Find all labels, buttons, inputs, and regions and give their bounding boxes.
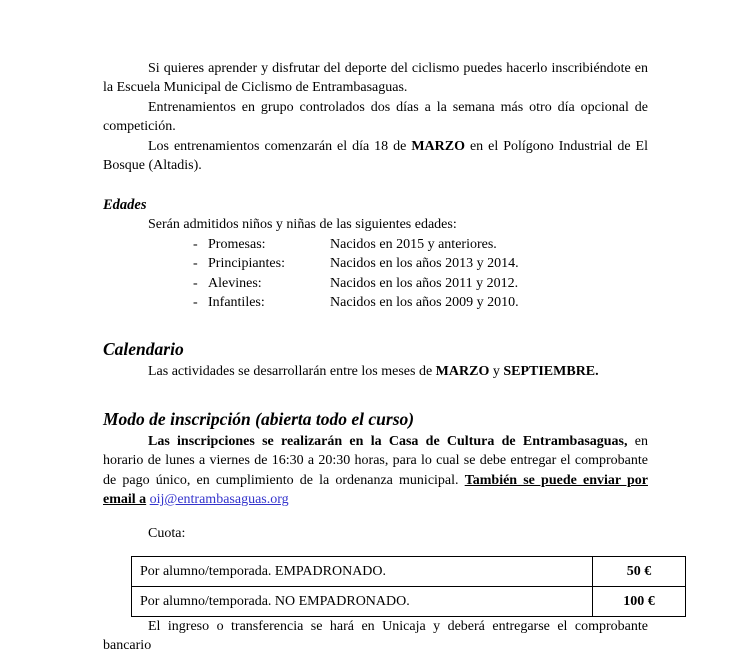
intro-paragraph-2: Entrenamientos en grupo controlados dos días a la semana más otro día opcional de competición. [103, 99, 648, 135]
calendario-month-end: SEPTIEMBRE. [503, 364, 599, 380]
fee-concept-cell: Por alumno/temporada. EMPADRONADO. [132, 556, 593, 586]
intro-paragraph-3 [103, 137, 648, 176]
inscripcion-heading: Modo de inscripción (abierta todo el curso) [103, 408, 415, 429]
age-category-label: Promesas: [208, 236, 266, 252]
list-item [193, 235, 648, 254]
age-category-label: Principiantes: [208, 256, 285, 272]
calendario-month-start: MARZO [435, 364, 490, 380]
list-dash: - [193, 275, 198, 291]
list-item [193, 293, 648, 312]
calendario-text: Las actividades se desarrollarán entre los meses de [148, 364, 436, 380]
age-category-desc: Nacidos en los años 2009 y 2010. [330, 295, 519, 311]
intro-p3-month: MARZO [411, 138, 465, 154]
inscripcion-body: en horario de lunes a viernes de 16:30 a 20:30 horas, para lo cual se debe entregar el comprobante de pago único, en cumplimiento de la ordenanza municipal. [103, 433, 648, 488]
list-dash: - [193, 236, 198, 252]
age-category-desc: Nacidos en los años 2011 y 2012. [330, 275, 519, 291]
clipped-bottom-paragraph: El ingreso o transferencia se hará en Unicaja y deberá entregarse el comprobante bancario [103, 618, 648, 654]
age-category-list [103, 235, 648, 313]
list-item [193, 274, 648, 293]
calendario-paragraph [103, 362, 648, 381]
edades-intro: Serán admitidos niños y niñas de las siguientes edades: [148, 217, 457, 233]
cuota-label: Cuota: [148, 525, 186, 541]
intro-paragraph-1: Si quieres aprender y disfrutar del deporte del ciclismo puedes hacerlo inscribiéndote en la Escuela Municipal de Ciclismo de Entrambasaguas. [103, 61, 648, 96]
calendario-conjunction: y [489, 364, 504, 380]
email-link[interactable]: oij@entrambasaguas.org [149, 492, 289, 508]
age-category-label: Alevines: [208, 275, 262, 291]
table-row [132, 556, 686, 586]
list-item [193, 254, 648, 273]
intro-p3-text: Los entrenamientos comenzarán el día 18 de [148, 138, 412, 154]
fee-concept-cell: Por alumno/temporada. NO EMPADRONADO. [132, 586, 593, 616]
intro-p3-tail: en el Polígono Industrial de El Bosque (Altadis). [103, 138, 648, 174]
edades-heading: Edades [103, 197, 147, 214]
fee-table [131, 556, 686, 617]
document-page [103, 59, 655, 656]
inscripcion-paragraph [103, 432, 648, 510]
list-dash: - [193, 295, 198, 311]
calendario-heading: Calendario [103, 339, 184, 360]
fee-price-cell: 100 € [593, 586, 686, 616]
age-category-label: Infantiles: [208, 295, 265, 311]
inscripcion-lead: Las inscripciones se realizarán en la Casa de Cultura de Entrambasaguas, [148, 433, 628, 449]
table-row [132, 586, 686, 616]
age-category-desc: Nacidos en 2015 y anteriores. [330, 236, 497, 252]
list-dash: - [193, 256, 198, 272]
fee-price-cell: 50 € [593, 556, 686, 586]
age-category-desc: Nacidos en los años 2013 y 2014. [330, 256, 519, 272]
inscripcion-email-callout: También se puede enviar por email a [103, 472, 648, 508]
